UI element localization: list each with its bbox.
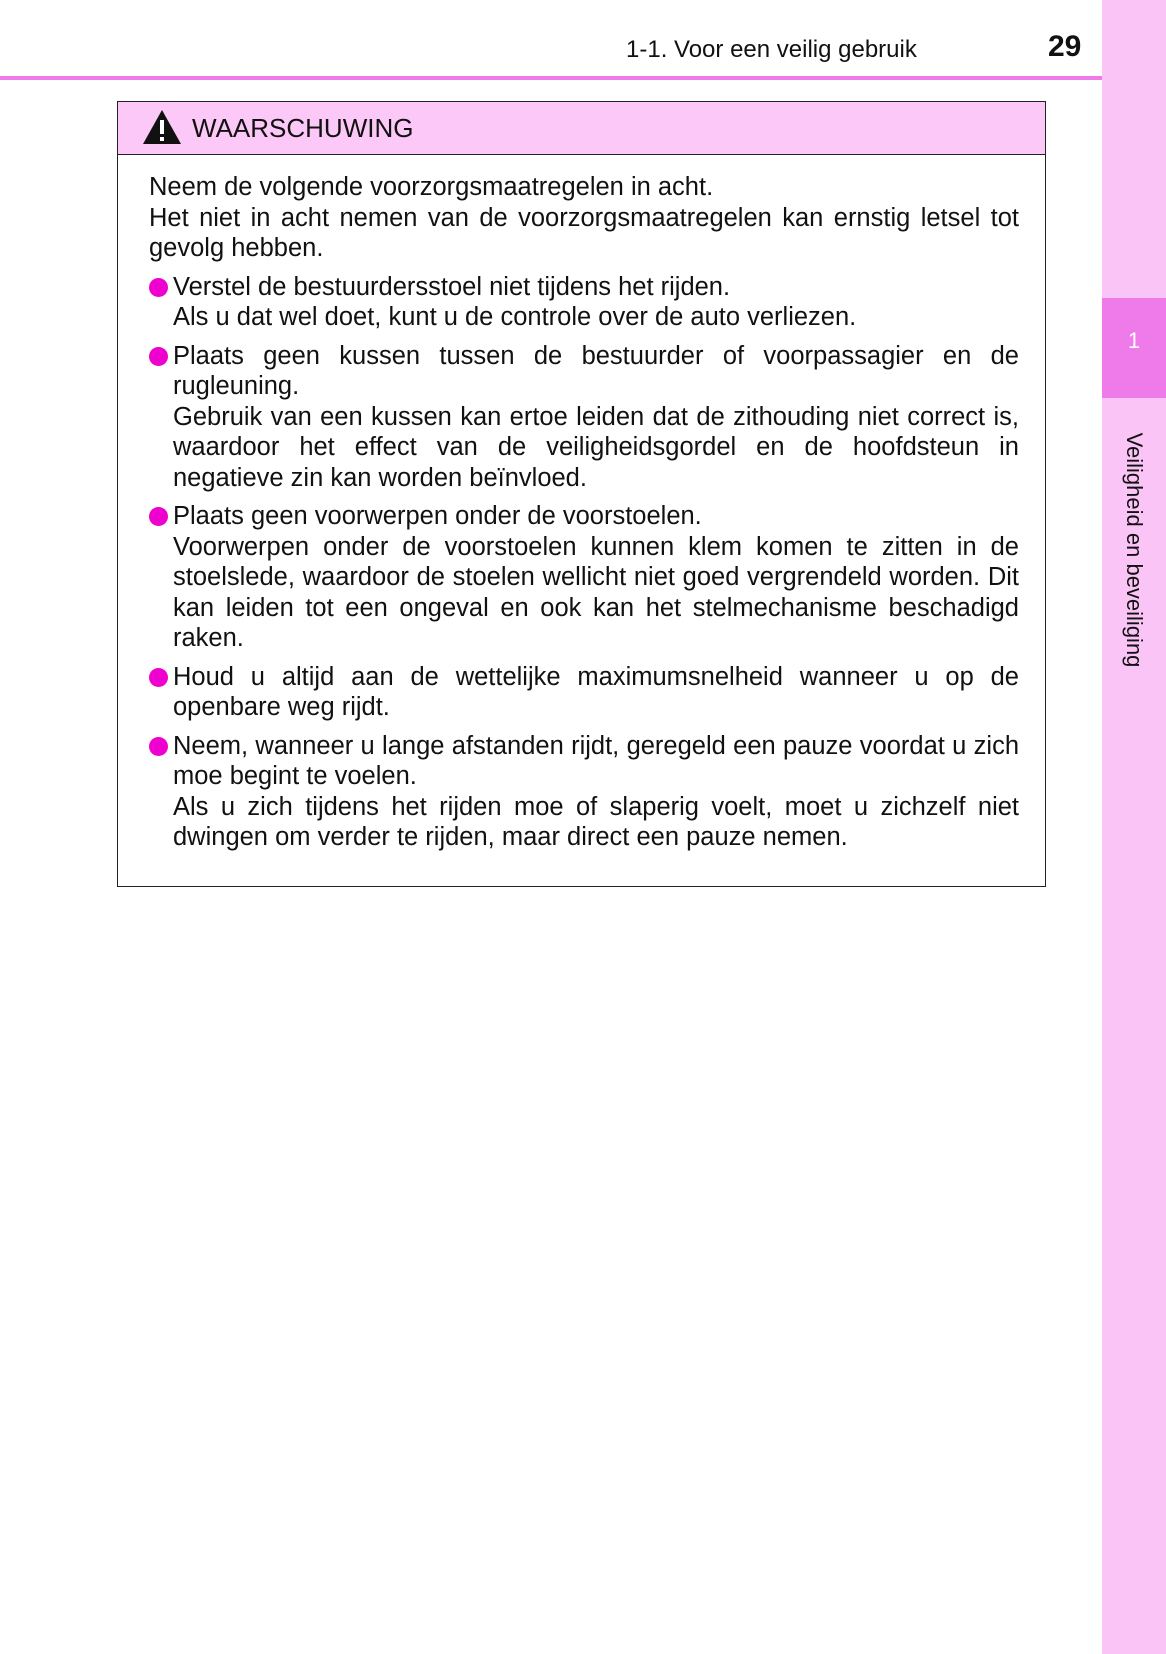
bullet-dot-icon — [149, 347, 168, 366]
bullet-dot-icon — [149, 737, 168, 756]
warning-body — [149, 172, 1019, 853]
chapter-label: Veiligheid en beveiliging — [1122, 432, 1147, 668]
section-title: 1-1. Voor een veilig gebruik — [626, 36, 917, 63]
list-item — [149, 731, 1019, 853]
chapter-tab — [1102, 298, 1166, 398]
warning-header — [118, 102, 1045, 155]
list-item — [149, 272, 1019, 333]
item-lead: Houd u altijd aan de wettelijke maximumsnelheid wanneer u op de openbare weg rijdt. — [173, 662, 1019, 721]
item-lead: Plaats geen kussen tussen de bestuurder of voorpassagier en de rugleuning. — [173, 341, 1019, 400]
warning-triangle-icon — [142, 109, 182, 145]
intro-line: Neem de volgende voorzorgsmaatregelen in acht. — [149, 173, 714, 201]
list-item — [149, 501, 1019, 654]
item-detail: Voorwerpen onder de voorstoelen kunnen klem komen te zitten in de stoelslede, waardoor de stoelen wellicht niet goed vergrendeld worden. Dit kan leiden tot een ongeval en ook kan het stelmechanisme beschadigd raken. — [173, 532, 1019, 652]
list-item — [149, 662, 1019, 723]
bullet-dot-icon — [149, 278, 168, 297]
list-item — [149, 341, 1019, 494]
item-detail: Gebruik van een kussen kan ertoe leiden dat de zithouding niet correct is, waardoor het effect van de veiligheidsgordel en de hoofdsteun in negatieve zin kan worden beïnvloed. — [173, 402, 1019, 492]
item-lead: Plaats geen voorwerpen onder de voorstoelen. — [173, 502, 702, 530]
item-detail: Als u dat wel doet, kunt u de controle over de auto verliezen. — [173, 303, 857, 331]
warning-title: WAARSCHUWING — [192, 113, 414, 143]
item-detail: Als u zich tijdens het rijden moe of slaperig voelt, moet u zichzelf niet dwingen om verder te rijden, maar direct een pauze nemen. — [173, 792, 1019, 851]
warning-box — [117, 101, 1046, 887]
item-lead: Neem, wanneer u lange afstanden rijdt, geregeld een pauze voordat u zich moe begint te voelen. — [173, 731, 1019, 790]
side-thumb-strip — [1102, 0, 1166, 1654]
page-number: 29 — [1048, 30, 1082, 63]
item-lead: Verstel de bestuurdersstoel niet tijdens het rijden. — [173, 272, 731, 301]
bullet-dot-icon — [149, 668, 168, 687]
intro-line: Het niet in acht nemen van de voorzorgsmaatregelen kan ernstig letsel tot gevolg hebben. — [149, 203, 1019, 262]
bullet-dot-icon — [149, 507, 168, 526]
chapter-number: 1 — [1127, 328, 1141, 353]
header-rule — [0, 76, 1102, 80]
